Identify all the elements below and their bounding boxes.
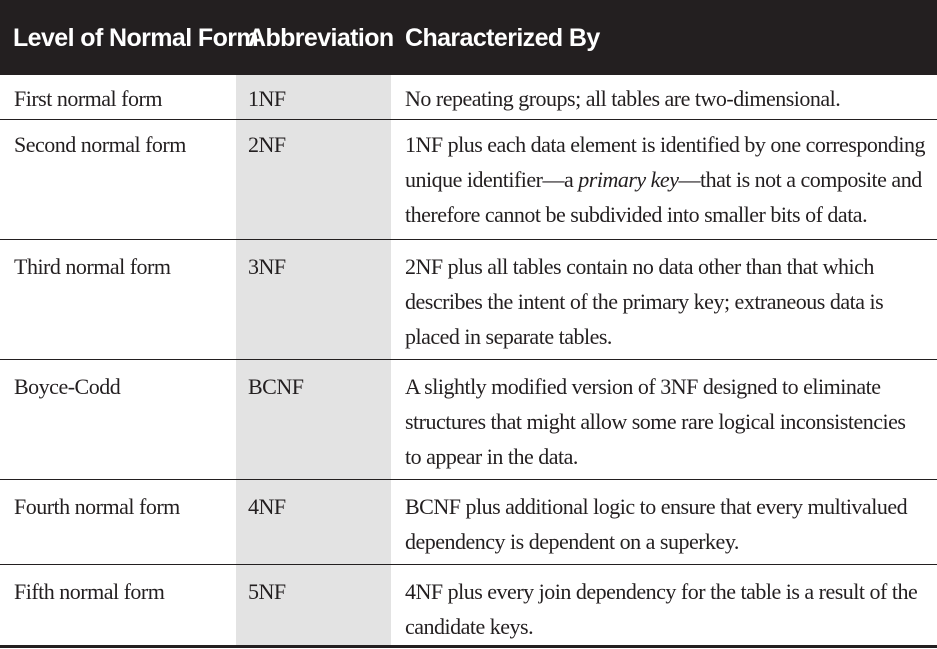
description-cell: [405, 249, 933, 354]
abbreviation-cell: 3NF: [248, 254, 286, 279]
description-cell: [405, 574, 933, 644]
abbreviation-cell: 2NF: [248, 132, 286, 157]
description-cell: [405, 127, 933, 232]
description-line: 1NF plus each data element is identified by one corresponding: [405, 132, 925, 157]
table-row: [0, 565, 937, 646]
description-line: No repeating groups; all tables are two-dimensional.: [405, 86, 841, 111]
description-line: to appear in the data.: [405, 444, 578, 469]
abbreviation-cell: 5NF: [248, 579, 286, 604]
description-text: unique identifier—a: [405, 167, 579, 192]
table-row: [0, 480, 937, 565]
description-cell: [405, 81, 933, 116]
description-line: 2NF plus all tables contain no data other than that which: [405, 254, 874, 279]
table-row: [0, 360, 937, 480]
abbreviation-cell: 4NF: [248, 494, 286, 519]
description-text: —that is not a composite and: [678, 167, 922, 192]
description-cell: [405, 369, 933, 474]
header-characterized-by: Characterized By: [405, 24, 600, 52]
description-line: A slightly modified version of 3NF designed to eliminate: [405, 374, 881, 399]
abbreviation-cell: BCNF: [248, 374, 304, 399]
level-cell: Second normal form: [14, 132, 186, 157]
table-header: [0, 0, 937, 75]
level-cell: Fourth normal form: [14, 494, 180, 519]
level-cell: Third normal form: [14, 254, 171, 279]
table-row: [0, 120, 937, 240]
description-line: structures that might allow some rare logical inconsistencies: [405, 409, 906, 434]
description-line: placed in separate tables.: [405, 324, 612, 349]
header-abbreviation: Abbreviation: [248, 24, 394, 52]
primary-key-term: primary key: [578, 167, 679, 192]
level-cell: First normal form: [14, 86, 162, 111]
description-line: 4NF plus every join dependency for the table is a result of the: [405, 579, 918, 604]
table-row: [0, 240, 937, 360]
description-line: BCNF plus additional logic to ensure that every multivalued: [405, 494, 908, 519]
table-bottom-rule: [0, 646, 937, 648]
description-line: [405, 162, 933, 197]
description-line: dependency is dependent on a superkey.: [405, 529, 739, 554]
level-cell: Fifth normal form: [14, 579, 165, 604]
level-cell: Boyce-Codd: [14, 374, 121, 399]
header-level: Level of Normal Form: [13, 24, 258, 52]
abbreviation-cell: 1NF: [248, 86, 286, 111]
table-row: [0, 75, 937, 120]
description-cell: [405, 489, 933, 559]
description-line: describes the intent of the primary key; extraneous data is: [405, 289, 884, 314]
description-line: candidate keys.: [405, 614, 534, 639]
description-line: therefore cannot be subdivided into smaller bits of data.: [405, 202, 868, 227]
